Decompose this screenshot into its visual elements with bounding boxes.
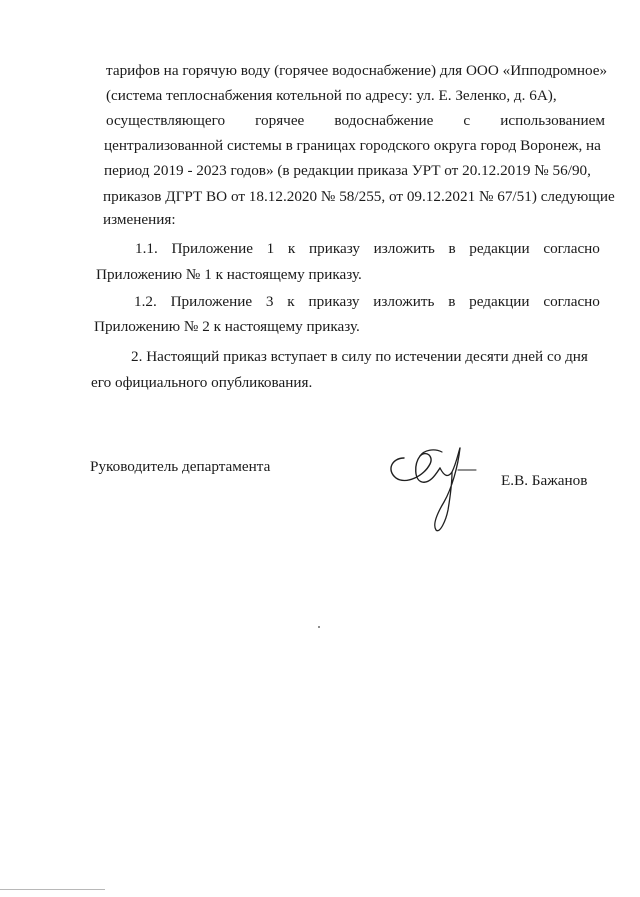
text-word: 1 xyxy=(266,240,275,257)
scan-speck xyxy=(318,626,320,628)
paragraph-2-line-1: 2. Настоящий приказ вступает в силу по истечении десяти дней со дня xyxy=(131,348,588,365)
text-word: изложить xyxy=(373,240,435,257)
text-word: изложить xyxy=(373,293,435,310)
text-line-3 xyxy=(106,112,605,130)
text-word: 1.1. xyxy=(135,240,158,257)
paragraph-2-line-2: его официального опубликования. xyxy=(91,374,313,391)
text-word: 3 xyxy=(265,293,274,310)
text-word: согласно xyxy=(543,293,600,310)
text-word: Приложение xyxy=(171,240,253,257)
text-line-4: централизованной системы в границах городского округа город Воронеж, на xyxy=(104,137,601,154)
text-word: редакции xyxy=(469,293,530,310)
page-edge-line xyxy=(0,889,105,890)
signature-block xyxy=(90,446,600,546)
signatory-name: Е.В. Бажанов xyxy=(501,472,588,489)
paragraph-1-1-line-2: Приложению № 1 к настоящему приказу. xyxy=(96,266,362,283)
text-line-2: (система теплоснабжения котельной по адресу: ул. Е. Зеленко, д. 6А), xyxy=(106,87,557,104)
text-word: водоснабжение xyxy=(334,112,434,129)
paragraph-1-2-line-1 xyxy=(134,293,600,311)
text-line-6: приказов ДГРТ ВО от 18.12.2020 № 58/255, от 09.12.2021 № 67/51) следующие xyxy=(103,188,615,205)
text-word: согласно xyxy=(543,240,600,257)
text-word: приказу xyxy=(308,293,360,310)
text-line-1: тарифов на горячую воду (горячее водоснабжение) для ООО «Ипподромное» xyxy=(106,62,608,79)
text-word: в xyxy=(448,240,456,257)
text-line-7: изменения: xyxy=(103,211,176,228)
text-word: Приложение xyxy=(170,293,253,310)
paragraph-1-2-line-2: Приложению № 2 к настоящему приказу. xyxy=(94,318,360,335)
text-word: 1.2. xyxy=(134,293,157,310)
handwritten-signature xyxy=(386,440,496,540)
text-word: горячее xyxy=(255,112,305,129)
text-word: осуществляющего xyxy=(106,112,226,129)
paragraph-1-1-line-1 xyxy=(135,240,600,258)
text-line-5: период 2019 - 2023 годов» (в редакции приказа УРТ от 20.12.2019 № 56/90, xyxy=(104,162,591,179)
text-word: редакции xyxy=(469,240,530,257)
text-word: к xyxy=(287,240,296,257)
text-word: использованием xyxy=(500,112,605,129)
text-word: к xyxy=(287,293,295,310)
text-word: в xyxy=(448,293,456,310)
text-word: приказу xyxy=(308,240,360,257)
signatory-title: Руководитель департамента xyxy=(90,458,271,475)
text-word: с xyxy=(463,112,471,129)
